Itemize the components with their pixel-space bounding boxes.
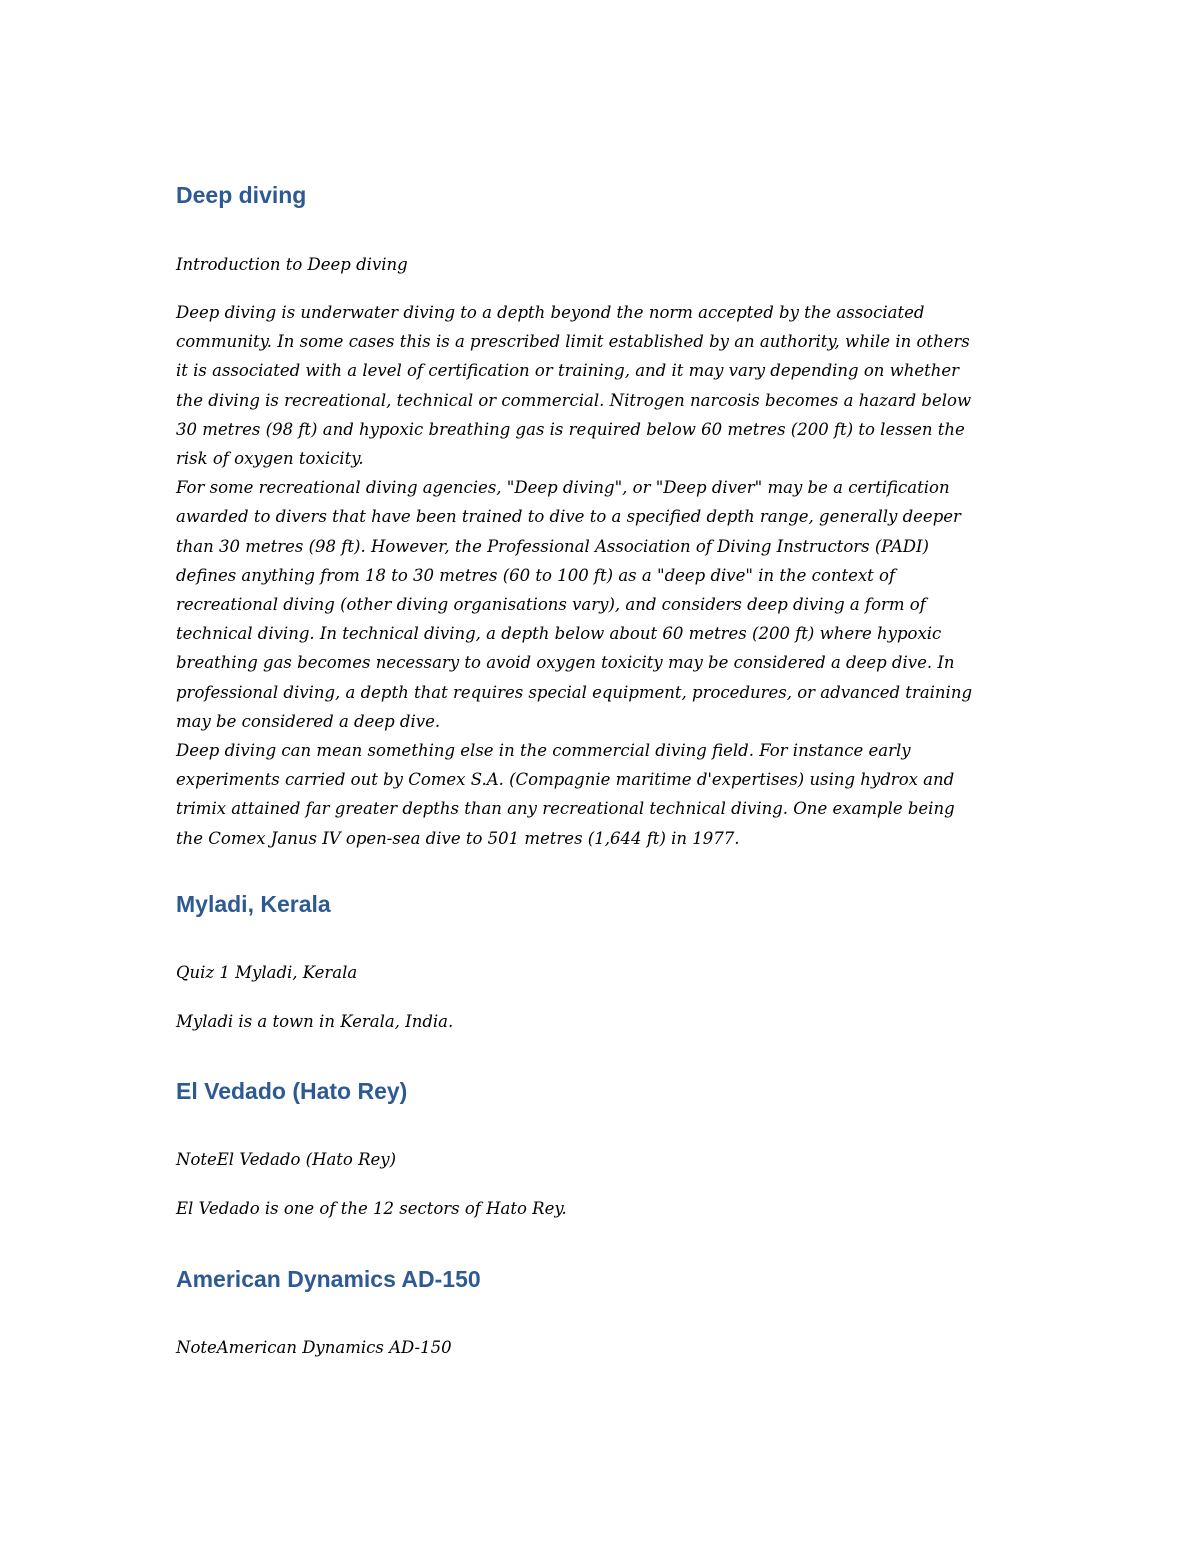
section-subtitle-american-dynamics: NoteAmerican Dynamics AD-150: [176, 1338, 452, 1357]
body-line: community. In some cases this is a prescribed limit established by an authority, while in others: [176, 332, 970, 352]
body-line: the diving is recreational, technical or commercial. Nitrogen narcosis becomes a hazard below: [176, 390, 972, 410]
body-line: defines anything from 18 to 30 metres (60 to 100 ft) as a "deep dive" in the context of: [176, 565, 896, 585]
body-line: technical diving. In technical diving, a depth below about 60 metres (200 ft) where hypoxic: [176, 624, 942, 644]
section-heading-el-vedado: El Vedado (Hato Rey): [176, 1078, 408, 1104]
section-subtitle-el-vedado: NoteEl Vedado (Hato Rey): [176, 1150, 397, 1169]
section-heading-myladi-kerala: Myladi, Kerala: [176, 891, 331, 917]
body-line: it is associated with a level of certification or training, and it may vary depending on whether: [176, 361, 960, 381]
body-line: awarded to divers that have been trained to dive to a specified depth range, generally deeper: [176, 507, 961, 527]
section-heading-deep-diving: Deep diving: [176, 182, 307, 208]
section-body-deep-diving: [176, 298, 972, 853]
section-subtitle-deep-diving: Introduction to Deep diving: [176, 255, 408, 274]
body-line: For some recreational diving agencies, "Deep diving", or "Deep diver" may be a certification: [176, 478, 950, 498]
body-line: 30 metres (98 ft) and hypoxic breathing gas is required below 60 metres (200 ft) to lessen the: [176, 419, 965, 439]
body-line: Deep diving can mean something else in the commercial diving field. For instance early: [176, 741, 911, 761]
body-line: the Comex Janus IV open-sea dive to 501 metres (1,644 ft) in 1977.: [176, 828, 740, 848]
body-line: trimix attained far greater depths than any recreational technical diving. One example being: [176, 799, 955, 819]
body-line: breathing gas becomes necessary to avoid oxygen toxicity may be considered a deep dive. In: [176, 653, 955, 673]
section-body-myladi-kerala: Myladi is a town in Kerala, India.: [176, 1012, 454, 1031]
body-line: Deep diving is underwater diving to a depth beyond the norm accepted by the associated: [176, 303, 925, 322]
section-body-el-vedado: El Vedado is one of the 12 sectors of Hato Rey.: [176, 1199, 567, 1218]
body-line: experiments carried out by Comex S.A. (Compagnie maritime d'expertises) using hydrox and: [176, 770, 955, 790]
section-heading-american-dynamics: American Dynamics AD-150: [176, 1266, 481, 1292]
body-line: professional diving, a depth that requires special equipment, procedures, or advanced training: [176, 682, 973, 702]
body-line: recreational diving (other diving organisations vary), and considers deep diving a form of: [176, 595, 926, 615]
body-line: than 30 metres (98 ft). However, the Professional Association of Diving Instructors (PADI): [176, 536, 929, 556]
body-line: risk of oxygen toxicity.: [176, 449, 364, 469]
body-line: may be considered a deep dive.: [176, 711, 441, 731]
section-subtitle-myladi-kerala: Quiz 1 Myladi, Kerala: [176, 963, 358, 982]
